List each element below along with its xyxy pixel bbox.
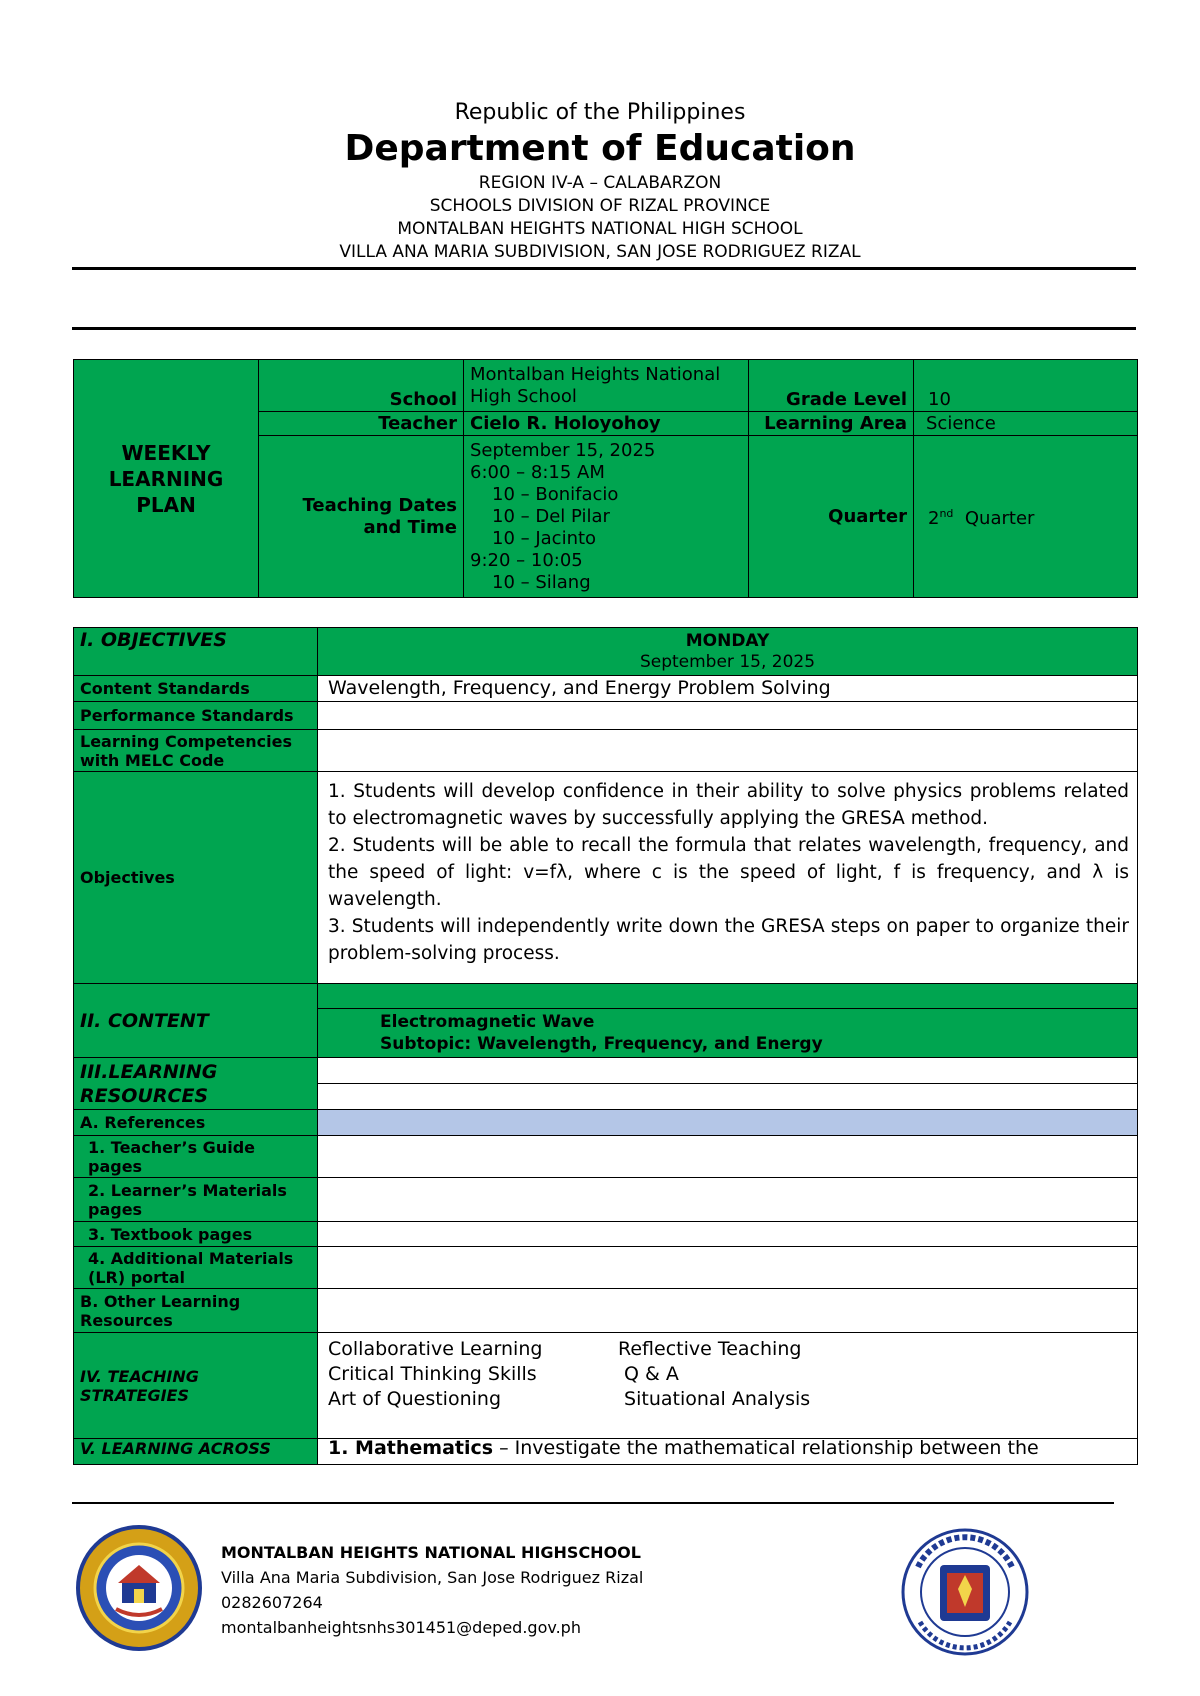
quarter-label: Quarter [749, 436, 914, 598]
learning-competencies-value [318, 730, 1138, 772]
learning-area-value: Science [914, 412, 1138, 436]
header-division: SCHOOLS DIVISION OF RIZAL PROVINCE [429, 196, 771, 216]
footer-address: Villa Ana Maria Subdivision, San Jose Rodriguez Rizal [221, 1568, 644, 1587]
day-header: MONDAY September 15, 2025 [318, 628, 1138, 676]
objectives-text: 1. Students will develop confidence in their ability to solve physics problems related to electromagnetic waves by successfully applying the GRESA method. 2. Students will be able to recall the formula that relates wavelength, frequency, and the speed of light: v=fλ, where c is the speed of light, f is frequency, and λ is wavelength. 3. Students will independently write down the GRESA steps on paper to organize their problem-solving process. [318, 772, 1138, 984]
content-standards-value: Wavelength, Frequency, and Energy Problem Solving [318, 676, 1138, 702]
footer-phone: 0282607264 [221, 1593, 323, 1612]
footer-email: montalbanheightsnhs301451@deped.gov.ph [221, 1618, 581, 1637]
footer-school-name: MONTALBAN HEIGHTS NATIONAL HIGHSCHOOL [221, 1543, 641, 1562]
grade-level-label: Grade Level [749, 360, 914, 412]
teacher-label: Teacher [259, 412, 464, 436]
resources-row-2 [318, 1084, 1138, 1110]
objectives-heading: I. OBJECTIVES [74, 628, 318, 676]
header-rule-bottom [72, 327, 1136, 330]
header-address: VILLA ANA MARIA SUBDIVISION, SAN JOSE RODRIGUEZ RIZAL [339, 242, 861, 262]
header-lines [0, 172, 1200, 264]
resources-row-1 [318, 1058, 1138, 1084]
dll-table [73, 627, 1138, 1465]
additional-materials-label: 4. Additional Materials (LR) portal [74, 1247, 318, 1289]
teaching-dates-label: Teaching Dates and Time [259, 436, 464, 598]
weekly-learning-plan-title: WEEKLY LEARNING PLAN [74, 360, 259, 598]
header-region: REGION IV-A – CALABARZON [478, 173, 722, 193]
other-resources-label: B. Other Learning Resources [74, 1289, 318, 1333]
content-standards-label: Content Standards [74, 676, 318, 702]
additional-materials-value [318, 1247, 1138, 1289]
learning-competencies-label: Learning Competencies with MELC Code [74, 730, 318, 772]
other-resources-value [318, 1289, 1138, 1333]
learners-materials-value [318, 1178, 1138, 1222]
quarter-value: 2nd Quarter [914, 436, 1138, 598]
school-label: School [259, 360, 464, 412]
teacher-value: Cielo R. Holoyohoy [464, 412, 749, 436]
teachers-guide-label: 1. Teacher’s Guide pages [74, 1136, 318, 1178]
learning-across-heading: V. LEARNING ACROSS [74, 1439, 318, 1465]
objectives-label: Objectives [74, 772, 318, 984]
learning-across-text: 1. Mathematics – Investigate the mathematical relationship between the [318, 1439, 1138, 1465]
header-republic: Republic of the Philippines [454, 100, 746, 125]
footer-contact [221, 1540, 643, 1640]
content-topic: Electromagnetic Wave Subtopic: Wavelength, Frequency, and Energy [318, 1009, 1138, 1058]
header-school: MONTALBAN HEIGHTS NATIONAL HIGH SCHOOL [397, 219, 803, 239]
grade-level-value: 10 [914, 360, 1138, 412]
learners-materials-label: 2. Learner’s Materials pages [74, 1178, 318, 1222]
learning-area-label: Learning Area [749, 412, 914, 436]
info-table [73, 359, 1138, 598]
learning-resources-heading: III.LEARNING RESOURCES [74, 1058, 318, 1110]
textbook-pages-value [318, 1222, 1138, 1247]
teaching-strategies-heading: IV. TEACHING STRATEGIES [74, 1333, 318, 1439]
references-value [318, 1110, 1138, 1136]
header-rule-top [72, 267, 1136, 270]
school-seal-logo [76, 1525, 202, 1651]
performance-standards-value [318, 702, 1138, 730]
teaching-dates-value: September 15, 2025 6:00 – 8:15 AM 10 – Bonifacio 10 – Del Pilar 10 – Jacinto 9:20 – 10:05 10 – Silang [464, 436, 749, 598]
teachers-guide-value [318, 1136, 1138, 1178]
textbook-pages-label: 3. Textbook pages [74, 1222, 318, 1247]
content-spacer [318, 984, 1138, 1009]
deped-seal-logo [900, 1527, 1030, 1657]
footer-divider [72, 1502, 1114, 1504]
teaching-strategies-list: Collaborative Learning Reflective Teaching Critical Thinking Skills Q & A Art of Questioning Situational Analysis [318, 1333, 1138, 1439]
school-value: Montalban Heights National High School [464, 360, 749, 412]
performance-standards-label: Performance Standards [74, 702, 318, 730]
header-department: Department of Education [344, 128, 856, 169]
references-label: A. References [74, 1110, 318, 1136]
content-heading: II. CONTENT [74, 984, 318, 1058]
